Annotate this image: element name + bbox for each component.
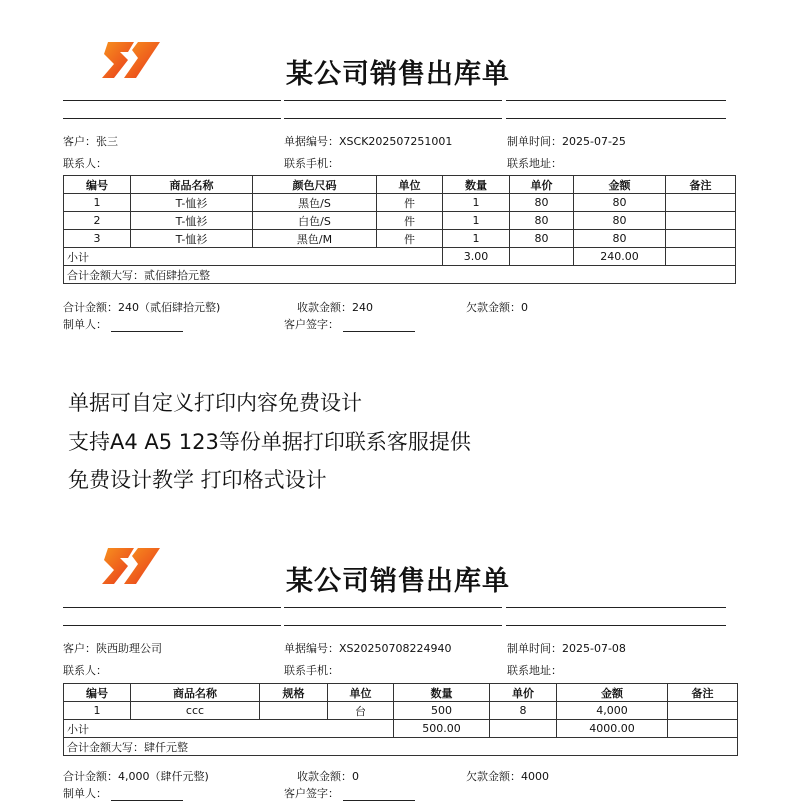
received-label: 收款金额： — [297, 301, 352, 314]
items-table — [63, 175, 736, 284]
cell: 80 — [510, 194, 574, 212]
promo-line: 支持A4 A5 123等份单据打印联系客服提供 — [68, 429, 471, 454]
date-value: 2025-07-25 — [562, 135, 626, 148]
address-label: 联系地址： — [507, 157, 562, 170]
table-row — [64, 230, 736, 248]
subtotal-qty: 3.00 — [443, 248, 510, 266]
customer-sign-label: 客户签字： — [284, 787, 339, 800]
total-upper-row — [64, 266, 736, 284]
divider — [506, 625, 726, 626]
docno-field — [284, 640, 452, 656]
divider — [506, 100, 726, 101]
col-header: 规格 — [260, 684, 328, 702]
col-header: 数量 — [394, 684, 490, 702]
cell — [490, 720, 557, 738]
cell: 80 — [510, 212, 574, 230]
total-upper-cell — [64, 266, 736, 284]
docno-value: XSCK202507251001 — [339, 135, 453, 148]
customer-field — [63, 640, 162, 656]
col-header: 金额 — [557, 684, 668, 702]
col-header: 单位 — [377, 176, 443, 194]
subtotal-label: 小计 — [64, 720, 394, 738]
total-value: 4,000（肆仟元整) — [118, 770, 209, 783]
cell: 2 — [64, 212, 131, 230]
col-header: 金额 — [574, 176, 666, 194]
customer-sign-field — [284, 316, 415, 332]
company-logo-icon — [100, 544, 164, 588]
cell — [666, 230, 736, 248]
cell: 1 — [443, 230, 510, 248]
docno-value: XS20250708224940 — [339, 642, 452, 655]
promo-text — [68, 384, 471, 500]
date-label: 制单时间： — [507, 135, 562, 148]
total-label: 合计金额： — [63, 301, 118, 314]
col-header: 备注 — [668, 684, 738, 702]
subtotal-qty: 500.00 — [394, 720, 490, 738]
customer-label: 客户： — [63, 135, 96, 148]
cell: 4,000 — [557, 702, 668, 720]
col-header: 商品名称 — [131, 176, 253, 194]
cell: 白色/S — [253, 212, 377, 230]
subtotal-amount: 4000.00 — [557, 720, 668, 738]
table-row — [64, 702, 738, 720]
received-value: 0 — [352, 770, 359, 783]
phone-label: 联系手机： — [284, 664, 339, 677]
owed-value: 0 — [521, 301, 528, 314]
cell: ccc — [131, 702, 260, 720]
customer-sign-field — [284, 785, 415, 801]
received-field — [297, 768, 359, 784]
total-field — [63, 768, 209, 784]
subtotal-label: 小计 — [64, 248, 443, 266]
total-upper-value: 贰佰肆拾元整 — [144, 268, 210, 282]
divider — [63, 118, 281, 119]
owed-field — [466, 299, 528, 315]
subtotal-row — [64, 720, 738, 738]
divider — [284, 607, 502, 608]
contact-label: 联系人： — [63, 157, 107, 170]
divider — [63, 625, 281, 626]
maker-field — [63, 316, 183, 332]
cell: 件 — [377, 194, 443, 212]
phone-field — [284, 662, 339, 678]
cell: 80 — [574, 230, 666, 248]
col-header: 备注 — [666, 176, 736, 194]
docno-field — [284, 133, 452, 149]
cell: 台 — [328, 702, 394, 720]
subtotal-amount: 240.00 — [574, 248, 666, 266]
cell: 80 — [510, 230, 574, 248]
cell — [666, 248, 736, 266]
contact-field — [63, 662, 107, 678]
subtotal-row — [64, 248, 736, 266]
customer-value: 张三 — [96, 135, 118, 148]
owed-value: 4000 — [521, 770, 549, 783]
cell — [260, 702, 328, 720]
divider — [506, 607, 726, 608]
address-field — [507, 155, 562, 171]
divider — [284, 100, 502, 101]
total-upper-label: 合计金额大写： — [67, 740, 144, 754]
date-field — [507, 133, 626, 149]
cell: T-恤衫 — [131, 230, 253, 248]
total-upper-row — [64, 738, 738, 756]
cell: T-恤衫 — [131, 212, 253, 230]
owed-field — [466, 768, 549, 784]
cell: 件 — [377, 230, 443, 248]
customer-label: 客户： — [63, 642, 96, 655]
company-logo-icon — [100, 38, 164, 82]
maker-field — [63, 785, 183, 801]
table-header-row — [64, 684, 738, 702]
received-field — [297, 299, 373, 315]
customer-value: 陕西助理公司 — [96, 642, 162, 655]
total-upper-cell — [64, 738, 738, 756]
cell: 黑色/M — [253, 230, 377, 248]
address-field — [507, 662, 562, 678]
col-header: 单价 — [510, 176, 574, 194]
divider — [284, 118, 502, 119]
maker-label: 制单人： — [63, 787, 107, 800]
date-label: 制单时间： — [507, 642, 562, 655]
table-row — [64, 212, 736, 230]
total-value: 240（贰佰肆拾元整) — [118, 301, 221, 314]
items-table — [63, 683, 738, 756]
cell: T-恤衫 — [131, 194, 253, 212]
col-header: 单价 — [490, 684, 557, 702]
total-label: 合计金额： — [63, 770, 118, 783]
divider — [63, 100, 281, 101]
cell: 8 — [490, 702, 557, 720]
promo-line: 单据可自定义打印内容免费设计 — [68, 391, 362, 415]
cell — [666, 212, 736, 230]
customer-sign-label: 客户签字： — [284, 318, 339, 331]
customer-field — [63, 133, 118, 149]
cell: 1 — [64, 194, 131, 212]
table-row — [64, 194, 736, 212]
docno-label: 单据编号： — [284, 135, 339, 148]
phone-label: 联系手机： — [284, 157, 339, 170]
docno-label: 单据编号： — [284, 642, 339, 655]
cell: 80 — [574, 212, 666, 230]
cell — [510, 248, 574, 266]
cell — [668, 720, 738, 738]
owed-label: 欠款金额： — [466, 301, 521, 314]
maker-signature-line — [111, 321, 183, 332]
cell: 黑色/S — [253, 194, 377, 212]
cell: 1 — [443, 212, 510, 230]
document-title: 某公司销售出库单 — [286, 566, 510, 597]
contact-label: 联系人： — [63, 664, 107, 677]
col-header: 数量 — [443, 176, 510, 194]
address-label: 联系地址： — [507, 664, 562, 677]
owed-label: 欠款金额： — [466, 770, 521, 783]
promo-line: 免费设计教学 打印格式设计 — [68, 468, 327, 492]
total-upper-value: 肆仟元整 — [144, 740, 188, 754]
maker-label: 制单人： — [63, 318, 107, 331]
col-header: 单位 — [328, 684, 394, 702]
contact-field — [63, 155, 107, 171]
col-header: 颜色尺码 — [253, 176, 377, 194]
total-upper-label: 合计金额大写： — [67, 268, 144, 282]
customer-signature-line — [343, 790, 415, 801]
cell: 1 — [443, 194, 510, 212]
col-header: 编号 — [64, 684, 131, 702]
document-title: 某公司销售出库单 — [286, 59, 510, 90]
date-value: 2025-07-08 — [562, 642, 626, 655]
cell: 3 — [64, 230, 131, 248]
total-field — [63, 299, 220, 315]
cell — [666, 194, 736, 212]
divider — [284, 625, 502, 626]
maker-signature-line — [111, 790, 183, 801]
cell — [668, 702, 738, 720]
cell: 件 — [377, 212, 443, 230]
received-value: 240 — [352, 301, 373, 314]
received-label: 收款金额： — [297, 770, 352, 783]
col-header: 编号 — [64, 176, 131, 194]
table-header-row — [64, 176, 736, 194]
cell: 80 — [574, 194, 666, 212]
col-header: 商品名称 — [131, 684, 260, 702]
phone-field — [284, 155, 339, 171]
customer-signature-line — [343, 321, 415, 332]
divider — [63, 607, 281, 608]
cell: 500 — [394, 702, 490, 720]
date-field — [507, 640, 626, 656]
divider — [506, 118, 726, 119]
cell: 1 — [64, 702, 131, 720]
